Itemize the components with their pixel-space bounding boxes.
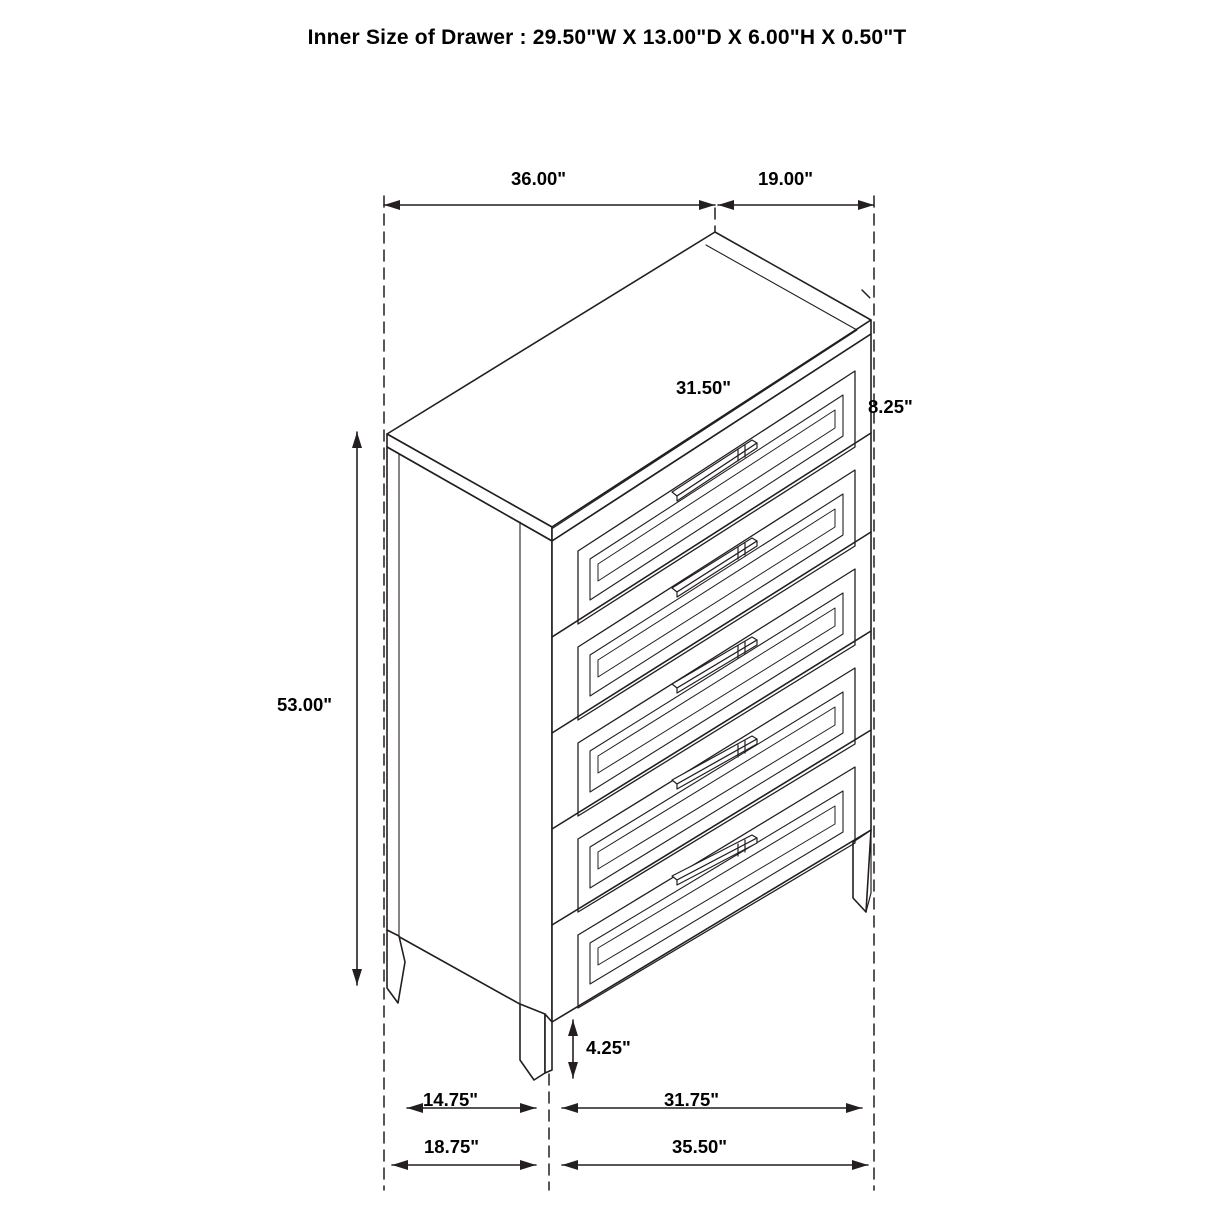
page-title: Inner Size of Drawer : 29.50"W X 13.00"D X 6.00"H X 0.50"T bbox=[307, 26, 907, 49]
dimension-label-outer-front-width: 35.50" bbox=[672, 1136, 728, 1157]
dimension-label-overall-height: 53.00" bbox=[277, 694, 333, 715]
dimension-label-drawer-front-height: 8.25" bbox=[868, 396, 913, 417]
dimension-label-base-front-width: 31.75" bbox=[664, 1089, 720, 1110]
dimension-label-outer-side-depth: 18.75" bbox=[424, 1136, 480, 1157]
dimension-label-top-width: 36.00" bbox=[511, 168, 567, 189]
dimension-label-top-depth: 19.00" bbox=[758, 168, 814, 189]
dimension-label-base-side-depth: 14.75" bbox=[423, 1089, 479, 1110]
dimension-label-leg-height: 4.25" bbox=[586, 1037, 631, 1058]
dimension-label-drawer-front-width: 31.50" bbox=[676, 377, 732, 398]
